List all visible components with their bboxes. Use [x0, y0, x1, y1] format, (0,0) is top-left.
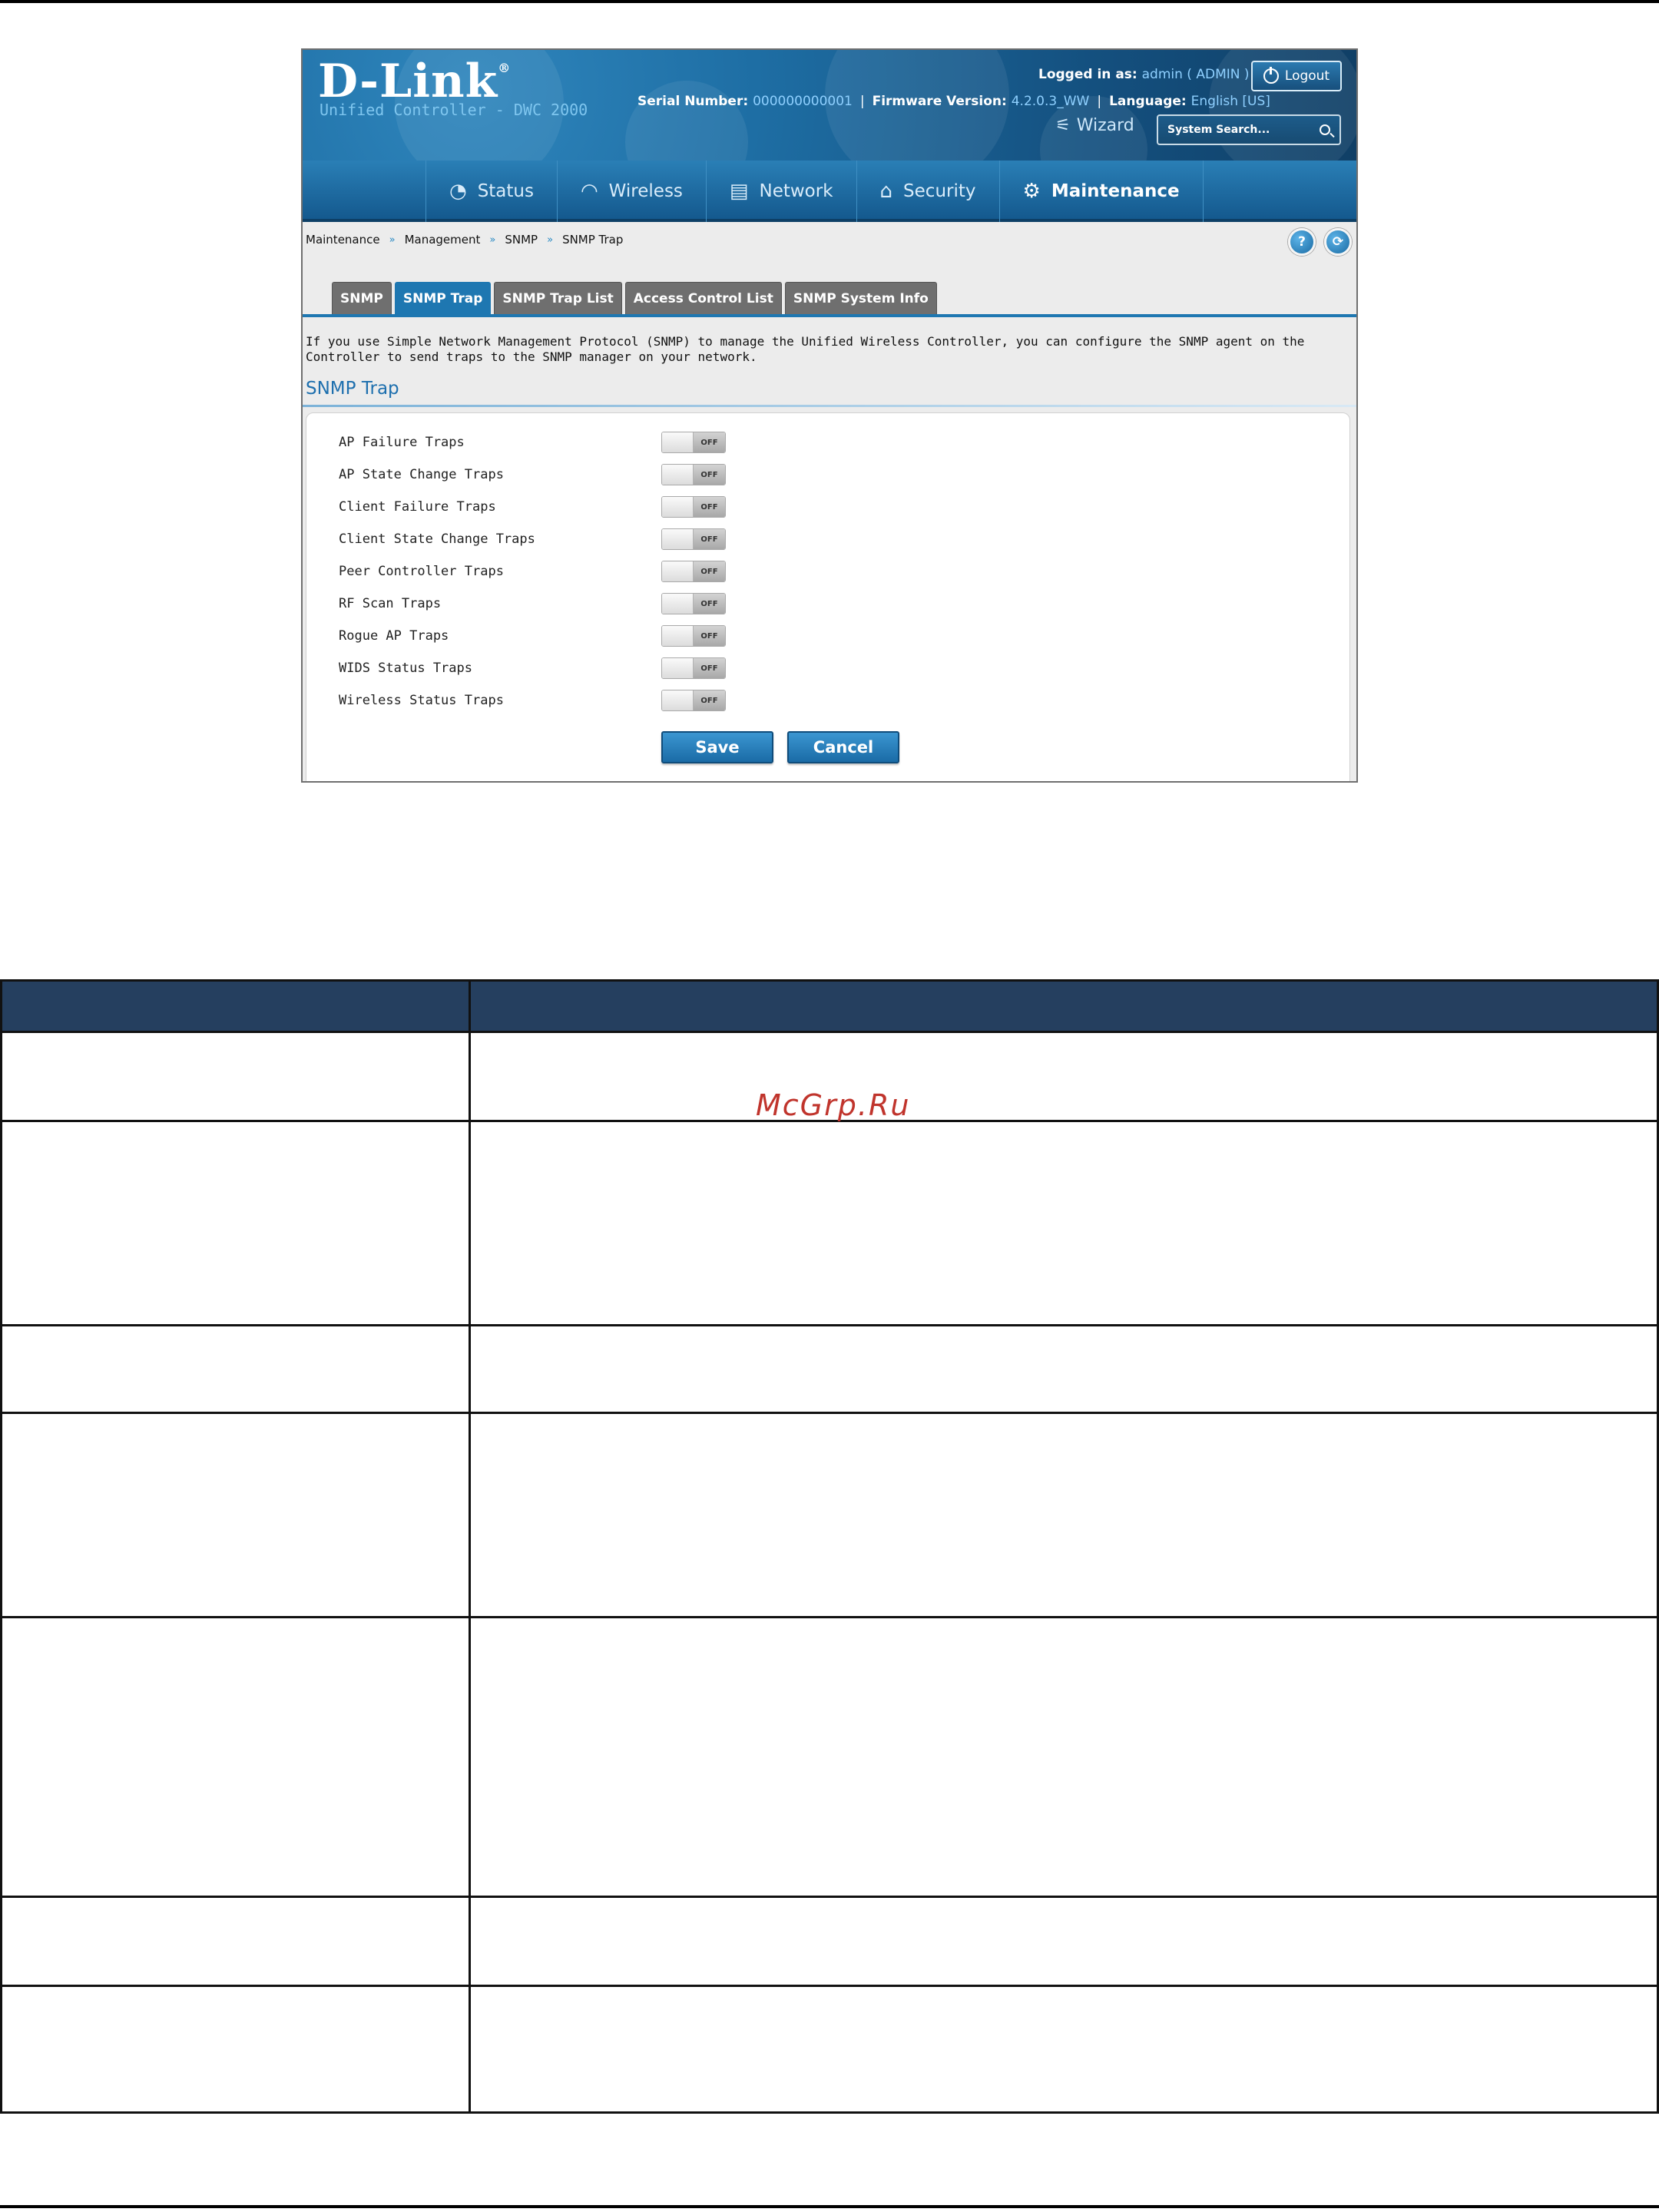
trap-row — [339, 462, 769, 487]
trap-label: Peer Controller Traps — [339, 564, 504, 579]
logout-button[interactable]: Logout — [1251, 61, 1342, 91]
peer-controller-traps-toggle[interactable]: OFF — [661, 561, 726, 582]
client-state-change-traps-toggle[interactable]: OFF — [661, 528, 726, 550]
table-header — [0, 979, 1659, 1033]
dlink-logo: D-Link® — [318, 55, 512, 108]
breadcrumb-current: SNMP Trap — [562, 233, 624, 247]
breadcrumb: Maintenance » Management » SNMP » SNMP Trap — [306, 233, 624, 247]
table-row — [0, 1618, 1659, 1898]
screenshot-frame — [301, 48, 1358, 783]
serial-number: 000000000001 — [753, 94, 853, 109]
intro-text: If you use Simple Network Management Protocol (SNMP) to manage the Unified Wireless Controller, you can configure the SNMP agent on the Controller to send traps to the SNMP manager on your network. — [306, 334, 1305, 364]
main-nav — [303, 161, 1356, 222]
trap-row — [339, 688, 769, 713]
rf-scan-traps-toggle[interactable]: OFF — [661, 593, 726, 614]
trap-label: WIDS Status Traps — [339, 661, 472, 676]
table-row — [0, 1326, 1659, 1414]
trap-label: Client Failure Traps — [339, 499, 496, 515]
parameter-table — [0, 979, 1659, 2114]
breadcrumb-item[interactable]: Maintenance — [306, 233, 380, 247]
trap-row — [339, 656, 769, 680]
tab-underline — [303, 314, 1356, 317]
trap-row — [339, 559, 769, 584]
tab-snmp-system-info[interactable]: SNMP System Info — [785, 282, 937, 314]
trap-label: Client State Change Traps — [339, 531, 535, 547]
wids-status-traps-toggle[interactable]: OFF — [661, 657, 726, 679]
wizard-link[interactable]: ⚟ Wizard — [1055, 116, 1134, 135]
trap-settings-panel — [306, 412, 1350, 783]
trap-label: Rogue AP Traps — [339, 628, 449, 644]
network-icon: ▤ — [729, 180, 749, 203]
nav-wireless[interactable]: ◠ Wireless — [557, 161, 706, 222]
trap-row — [339, 591, 769, 616]
trap-label: Wireless Status Traps — [339, 693, 504, 708]
tab-snmp-trap-list[interactable]: SNMP Trap List — [494, 282, 621, 314]
trap-label: RF Scan Traps — [339, 596, 442, 611]
trap-row — [339, 527, 769, 551]
logged-in-line: Logged in as: admin ( ADMIN ) — [1038, 67, 1250, 82]
wand-icon: ⚟ — [1055, 116, 1071, 135]
trap-row — [339, 624, 769, 648]
nav-maintenance[interactable]: ⚙ Maintenance — [999, 161, 1204, 222]
client-failure-traps-toggle[interactable]: OFF — [661, 496, 726, 518]
ap-failure-traps-toggle[interactable]: OFF — [661, 432, 726, 453]
watermark: McGrp.Ru — [756, 1088, 911, 1122]
tab-snmp[interactable]: SNMP — [332, 282, 392, 314]
section-divider — [303, 405, 1356, 407]
tab-snmp-trap[interactable]: SNMP Trap — [395, 282, 492, 314]
app-header — [303, 50, 1356, 161]
page-bottom-rule — [0, 2205, 1659, 2208]
refresh-icon[interactable]: ⟳ — [1324, 228, 1352, 256]
table-row — [0, 1122, 1659, 1326]
nav-security[interactable]: ⌂ Security — [856, 161, 999, 222]
wifi-icon: ◠ — [580, 180, 598, 203]
power-icon — [1263, 68, 1279, 84]
wireless-status-traps-toggle[interactable]: OFF — [661, 690, 726, 711]
cancel-button[interactable]: Cancel — [787, 731, 899, 763]
gauge-icon: ◔ — [449, 180, 467, 203]
firmware-version: 4.2.0.3_WW — [1011, 94, 1090, 109]
product-subtitle: Unified Controller - DWC 2000 — [320, 101, 588, 119]
trap-row — [339, 495, 769, 519]
rogue-ap-traps-toggle[interactable]: OFF — [661, 625, 726, 647]
nav-status[interactable]: ◔ Status — [426, 161, 557, 222]
tab-access-control-list[interactable]: Access Control List — [625, 282, 782, 314]
lock-icon: ⌂ — [879, 180, 893, 203]
nav-network[interactable]: ▤ Network — [706, 161, 856, 222]
search-icon — [1320, 124, 1330, 135]
table-row — [0, 1987, 1659, 2114]
trap-row — [339, 430, 769, 455]
system-info-line: Serial Number: 000000000001 | Firmware Version: 4.2.0.3_WW | Language: English [US] — [637, 94, 1270, 109]
page-top-rule — [0, 0, 1659, 3]
trap-label: AP Failure Traps — [339, 435, 465, 450]
tab-strip — [332, 282, 937, 314]
table-row — [0, 1414, 1659, 1618]
system-search-input[interactable]: System Search... — [1157, 114, 1341, 145]
breadcrumb-item[interactable]: Management — [404, 233, 481, 247]
save-button[interactable]: Save — [661, 731, 773, 763]
help-icon[interactable]: ? — [1288, 228, 1316, 256]
table-row — [0, 1898, 1659, 1987]
trap-label: AP State Change Traps — [339, 467, 504, 482]
language-value[interactable]: English [US] — [1190, 94, 1270, 109]
section-title: SNMP Trap — [306, 379, 399, 399]
logged-in-user: admin ( ADMIN ) — [1141, 67, 1250, 82]
breadcrumb-item[interactable]: SNMP — [505, 233, 538, 247]
ap-state-change-traps-toggle[interactable]: OFF — [661, 464, 726, 485]
gear-icon: ⚙ — [1022, 180, 1041, 203]
